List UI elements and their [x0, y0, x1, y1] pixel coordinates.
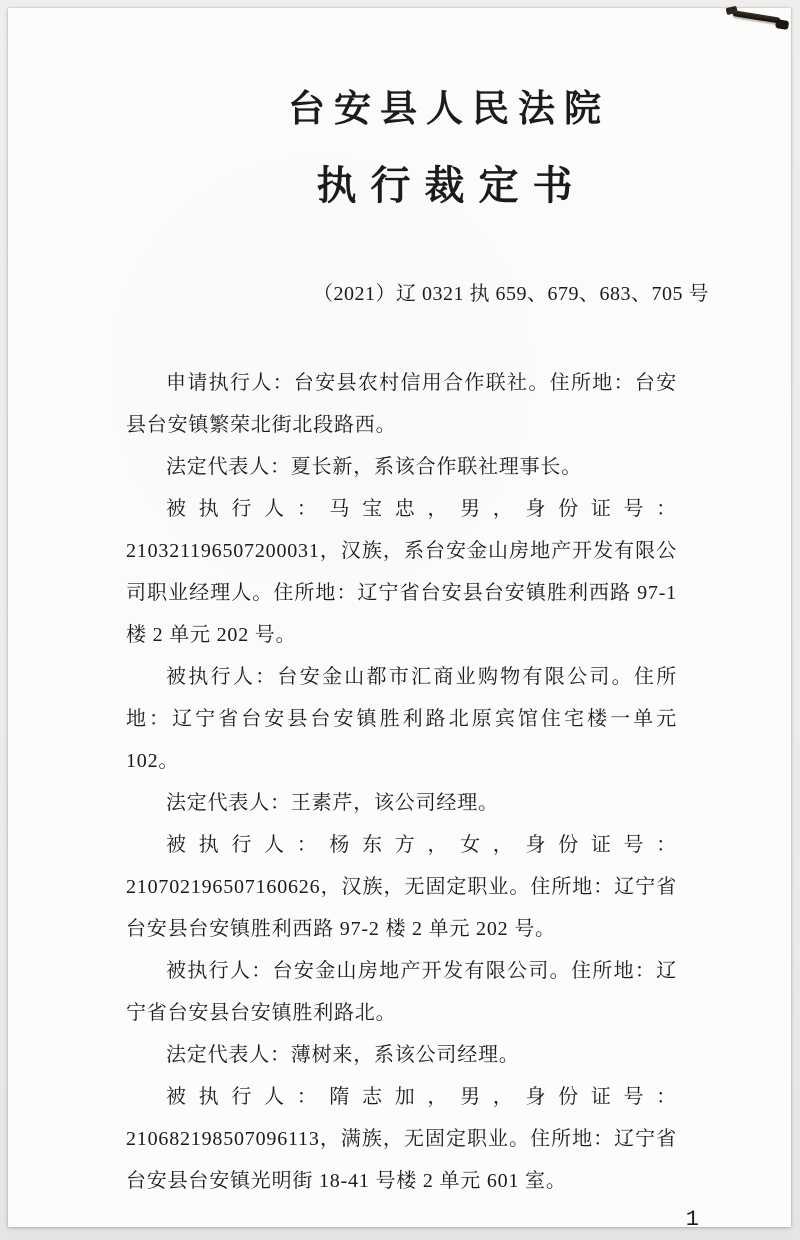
page-number: 1	[685, 1207, 699, 1232]
case-number: （2021）辽 0321 执 659、679、683、705 号	[313, 283, 709, 305]
court-name-heading: 台安县人民法院	[288, 89, 610, 130]
paragraph-respondent-2: 被执行人：台安金山都市汇商业购物有限公司。住所地：辽宁省台安县台安镇胜利路北原宾馆住宅楼一单元 102。	[126, 666, 677, 772]
paragraph-respondent-4: 被执行人：台安金山房地产开发有限公司。住所地：辽宁省台安县台安镇胜利路北。	[126, 960, 677, 1024]
paragraph-legal-representative-2: 法定代表人：王素芹，该公司经理。	[166, 792, 499, 814]
paragraph-respondent-1: 被执行人：马宝忠，男，身份证号：210321196507200031，汉族，系台安金山房地产开发有限公司职业经理人。住所地：辽宁省台安县台安镇胜利西路 97-1 楼 2 单元 202 号。	[126, 498, 677, 646]
paragraph-legal-representative-3: 法定代表人：薄树来，系该公司经理。	[166, 1044, 520, 1066]
document-title-heading: 执行裁定书	[316, 163, 587, 208]
paragraph-respondent-3: 被执行人：杨东方，女，身份证号：210702196507160626，汉族，无固定职业。住所地：辽宁省台安县台安镇胜利西路 97-2 楼 2 单元 202 号。	[126, 834, 677, 940]
document-body	[126, 362, 677, 1202]
staple-right-tip	[775, 19, 789, 30]
paragraph-applicant: 申请执行人：台安县农村信用合作联社。住所地：台安县台安镇繁荣北街北段路西。	[126, 372, 677, 436]
paragraph-respondent-5: 被执行人：隋志加，男，身份证号：210682198507096113，满族，无固定职业。住所地：辽宁省台安县台安镇光明街 18-41 号楼 2 单元 601 室。	[126, 1086, 677, 1192]
paragraph-legal-representative-1: 法定代表人：夏长新，系该合作联社理事长。	[166, 456, 582, 478]
staple-bar	[732, 10, 780, 23]
document-page	[8, 8, 791, 1232]
